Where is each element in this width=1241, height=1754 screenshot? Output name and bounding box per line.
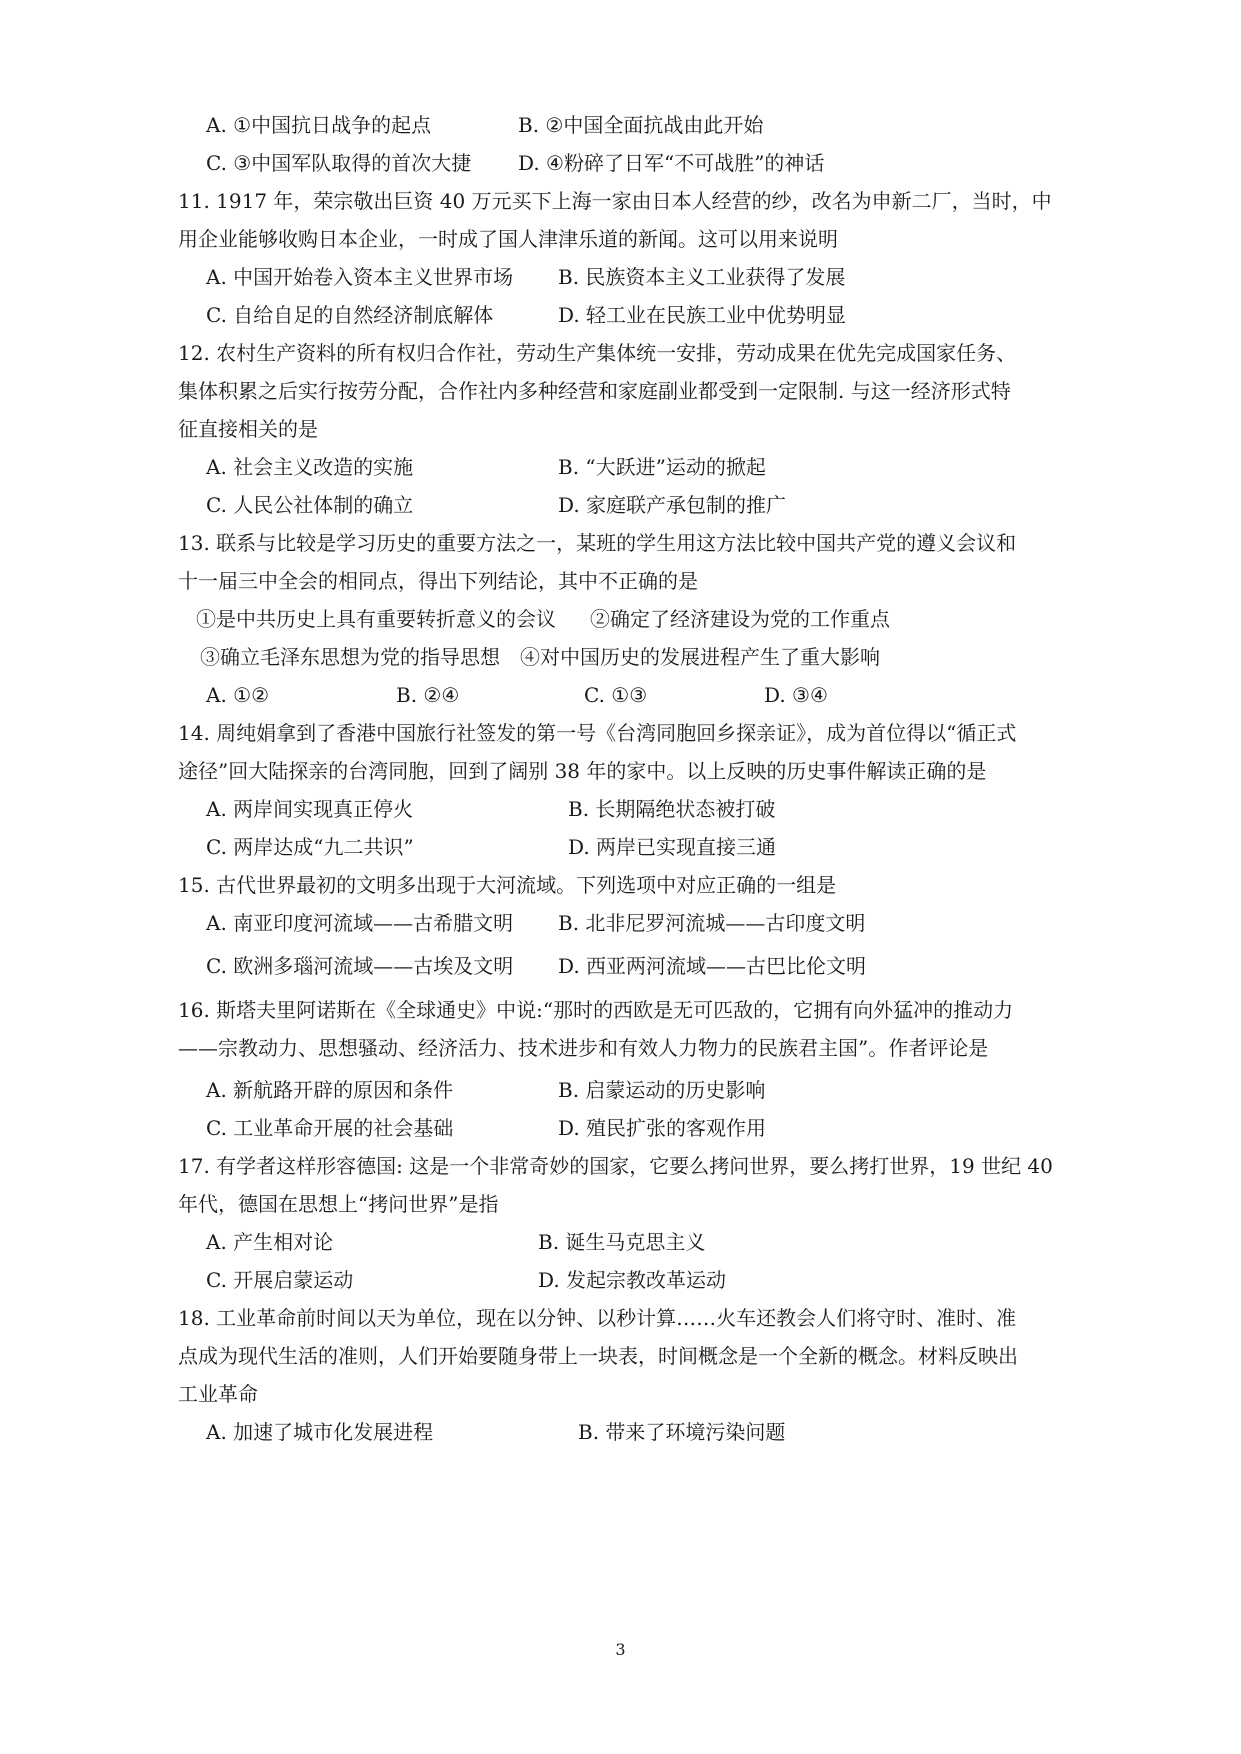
option-b: B. 长期隔绝状态被打破 <box>568 797 776 821</box>
option-a: A. ①中国抗日战争的起点 <box>206 113 432 137</box>
question-stem-line: 15. 古代世界最初的文明多出现于大河流域。下列选项中对应正确的一组是 <box>178 873 837 897</box>
option-a: A. ①② <box>206 683 270 707</box>
option-a: A. 加速了城市化发展进程 <box>206 1420 434 1444</box>
statement-2: ②确定了经济建设为党的工作重点 <box>590 607 890 631</box>
option-b: B. “大跃进”运动的掀起 <box>558 455 766 479</box>
option-b: B. 民族资本主义工业获得了发展 <box>558 265 846 289</box>
option-d: D. 轻工业在民族工业中优势明显 <box>558 303 847 327</box>
question-stem-line: 集体积累之后实行按劳分配，合作社内多种经营和家庭副业都受到一定限制. 与这一经济形式特 <box>178 379 1011 403</box>
option-d: D. 家庭联产承包制的推广 <box>558 493 787 517</box>
question-stem-line: 12. 农村生产资料的所有权归合作社，劳动生产集体统一安排，劳动成果在优先完成国家任务、 <box>178 341 1017 365</box>
option-c: C. 欧洲多瑙河流域——古埃及文明 <box>206 954 514 978</box>
option-b: B. ②④ <box>396 683 460 707</box>
question-stem-line: 14. 周纯娟拿到了香港中国旅行社签发的第一号《台湾同胞回乡探亲证》，成为首位得以“循正式 <box>178 721 1017 745</box>
question-stem-line: ——宗教动力、思想骚动、经济活力、技术进步和有效人力物力的民族君主国”。作者评论是 <box>178 1036 989 1060</box>
option-d: D. ③④ <box>764 683 828 707</box>
question-stem-line: 点成为现代生活的准则，人们开始要随身带上一块表，时间概念是一个全新的概念。材料反映出 <box>178 1344 1018 1368</box>
option-c: C. ③中国军队取得的首次大捷 <box>206 151 472 175</box>
option-d: D. 两岸已实现直接三通 <box>568 835 777 859</box>
option-c: C. 工业革命开展的社会基础 <box>206 1116 454 1140</box>
option-d: D. ④粉碎了日军“不可战胜”的神话 <box>518 151 825 175</box>
question-stem-line: 工业革命 <box>178 1382 258 1406</box>
question-stem-line: 年代，德国在思想上“拷问世界”是指 <box>178 1192 499 1216</box>
option-d: D. 殖民扩张的客观作用 <box>558 1116 767 1140</box>
page-number: 3 <box>615 1640 626 1659</box>
option-c: C. 开展启蒙运动 <box>206 1268 354 1292</box>
option-a: A. 中国开始卷入资本主义世界市场 <box>206 265 514 289</box>
option-b: B. 诞生马克思主义 <box>538 1230 706 1254</box>
option-a: A. 社会主义改造的实施 <box>206 455 414 479</box>
option-b: B. 带来了环境污染问题 <box>578 1420 786 1444</box>
question-stem-line: 途径”回大陆探亲的台湾同胞，回到了阔别 38 年的家中。以上反映的历史事件解读正确的是 <box>178 759 987 783</box>
option-c: C. ①③ <box>584 683 648 707</box>
option-c: C. 人民公社体制的确立 <box>206 493 414 517</box>
question-stem-line: 征直接相关的是 <box>178 417 318 441</box>
option-d: D. 西亚两河流域——古巴比伦文明 <box>558 954 867 978</box>
option-a: A. 南亚印度河流域——古希腊文明 <box>206 911 514 935</box>
option-b: B. ②中国全面抗战由此开始 <box>518 113 764 137</box>
question-stem-line: 17. 有学者这样形容德国: 这是一个非常奇妙的国家，它要么拷问世界，要么拷打世界，19 世纪 40 <box>178 1154 1053 1178</box>
option-c: C. 自给自足的自然经济制底解体 <box>206 303 494 327</box>
statement-1: ①是中共历史上具有重要转折意义的会议 <box>196 607 556 631</box>
option-a: A. 新航路开辟的原因和条件 <box>206 1078 454 1102</box>
question-stem-line: 11. 1917 年，荣宗敬出巨资 40 万元买下上海一家由日本人经营的纱，改名为申新二厂，当时，中 <box>178 189 1052 213</box>
option-b: B. 启蒙运动的历史影响 <box>558 1078 766 1102</box>
option-b: B. 北非尼罗河流城——古印度文明 <box>558 911 866 935</box>
statement-4: ④对中国历史的发展进程产生了重大影响 <box>520 645 880 669</box>
question-stem-line: 十一届三中全会的相同点，得出下列结论，其中不正确的是 <box>178 569 698 593</box>
question-stem-line: 18. 工业革命前时间以天为单位，现在以分钟、以秒计算……火车还教会人们将守时、准时、准 <box>178 1306 1017 1330</box>
question-stem-line: 用企业能够收购日本企业，一时成了国人津津乐道的新闻。这可以用来说明 <box>178 227 838 251</box>
statement-3: ③确立毛泽东思想为党的指导思想 <box>200 645 500 669</box>
option-a: A. 产生相对论 <box>206 1230 334 1254</box>
option-a: A. 两岸间实现真正停火 <box>206 797 414 821</box>
option-c: C. 两岸达成“九二共识” <box>206 835 414 859</box>
option-d: D. 发起宗教改革运动 <box>538 1268 727 1292</box>
question-stem-line: 16. 斯塔夫里阿诺斯在《全球通史》中说:“那时的西欧是无可匹敌的，它拥有向外猛冲的推动力 <box>178 998 1014 1022</box>
question-stem-line: 13. 联系与比较是学习历史的重要方法之一，某班的学生用这方法比较中国共产党的遵义会议和 <box>178 531 1017 555</box>
